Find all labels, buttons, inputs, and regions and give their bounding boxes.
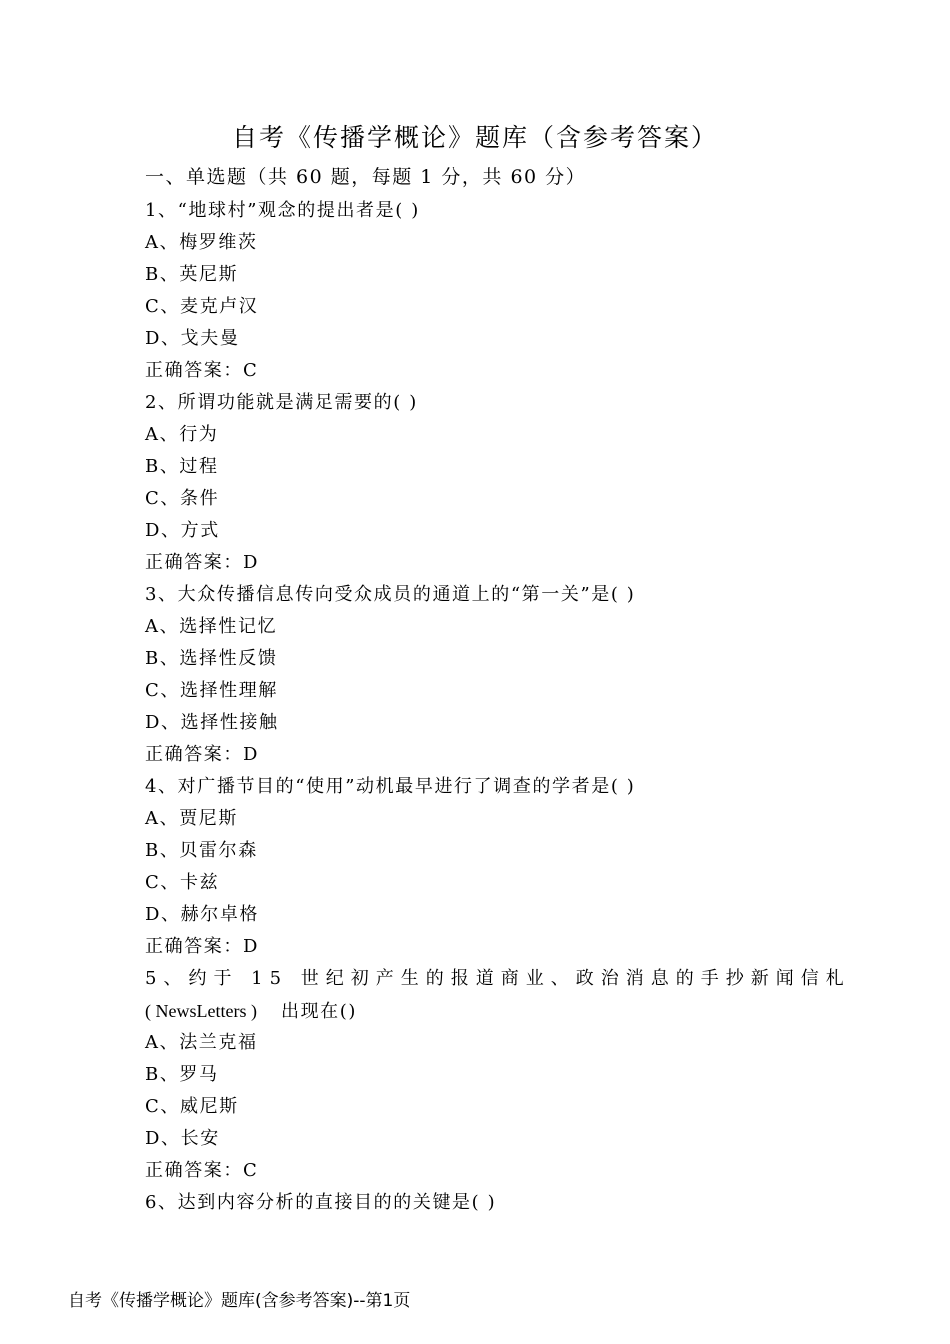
question-list — [145, 195, 851, 1219]
option-b: B、过程 — [145, 456, 219, 477]
option-a: A、行为 — [145, 424, 219, 445]
option-d: D、戈夫曼 — [145, 328, 240, 349]
option-b: B、罗马 — [145, 1064, 219, 1085]
answer-line: 正确答案：C — [145, 1160, 259, 1181]
question-stem: 3、大众传播信息传向受众成员的通道上的“第一关”是( ) — [145, 584, 636, 605]
option-b: B、英尼斯 — [145, 264, 239, 285]
option-d: D、赫尔卓格 — [145, 904, 260, 925]
section-heading: 一、单选题（共 60 题，每题 1 分，共 60 分） — [145, 166, 587, 188]
newsletters-term: ( NewsLetters ) — [145, 1001, 257, 1021]
answer-line: 正确答案：D — [145, 936, 260, 957]
option-d: D、长安 — [145, 1128, 220, 1149]
answer-line: 正确答案：C — [145, 360, 259, 381]
answer-line: 正确答案：D — [145, 552, 260, 573]
answer-line: 正确答案：D — [145, 744, 260, 765]
document-title: 自考《传播学概论》题库（含参考答案） — [231, 123, 718, 152]
option-c: C、条件 — [145, 488, 220, 509]
option-c: C、选择性理解 — [145, 680, 278, 701]
question-stem: 4、对广播节目的“使用”动机最早进行了调查的学者是( ) — [145, 776, 636, 797]
option-c: C、卡兹 — [145, 872, 220, 893]
page-footer: 自考《传播学概论》题库(含参考答案)--第1页 — [68, 1291, 411, 1311]
option-a: A、法兰克福 — [145, 1032, 258, 1053]
question-stem: 6、达到内容分析的直接目的的关键是( ) — [145, 1192, 497, 1213]
option-a: A、贾尼斯 — [145, 808, 238, 829]
option-c: C、麦克卢汉 — [145, 296, 259, 317]
question-stem-continued — [145, 995, 810, 1027]
option-c: C、威尼斯 — [145, 1096, 239, 1117]
option-b: B、贝雷尔森 — [145, 840, 258, 861]
question-stem-tail: 出现在() — [280, 1001, 358, 1022]
option-a: A、梅罗维茨 — [145, 232, 258, 253]
option-a: A、选择性记忆 — [145, 616, 278, 637]
option-d: D、选择性接触 — [145, 712, 279, 733]
question-stem: 1、“地球村”观念的提出者是( ) — [145, 200, 420, 221]
question-stem: 2、所谓功能就是满足需要的( ) — [145, 392, 418, 413]
question-stem: 5、约于 15 世纪初产生的报道商业、政治消息的手抄新闻信札 — [145, 968, 851, 989]
option-d: D、方式 — [145, 520, 220, 541]
option-b: B、选择性反馈 — [145, 648, 278, 669]
